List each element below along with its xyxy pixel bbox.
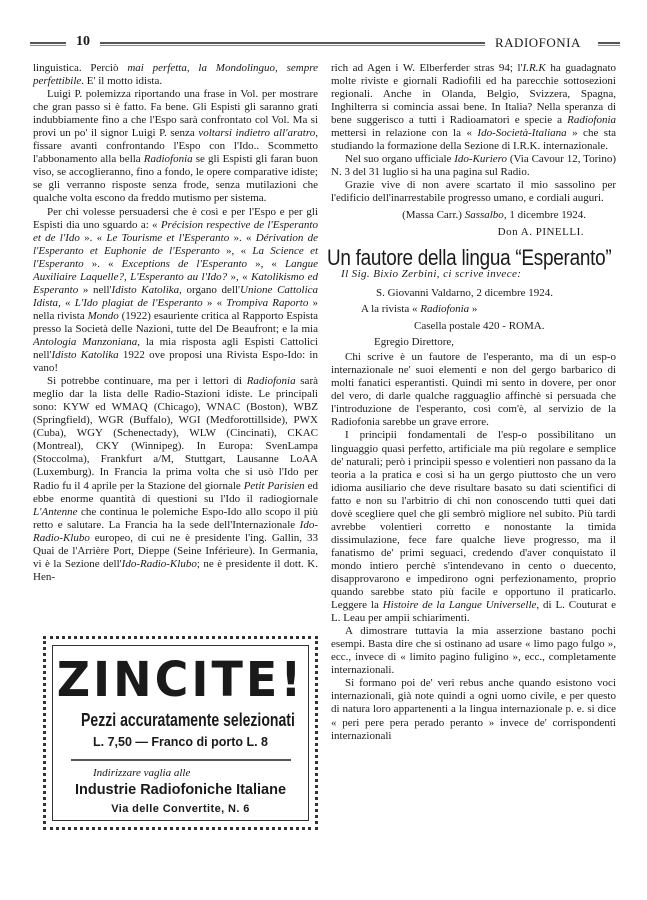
running-header xyxy=(30,34,620,50)
right-column xyxy=(327,62,617,743)
ad-company: Industrie Radiofoniche Italiane xyxy=(74,782,287,798)
text-run: rich ad Agen i W. Elberferder stras 94; l' xyxy=(331,62,523,74)
text-run: , di L. Couturat e L. Leau per ampii schiarimenti. xyxy=(331,599,617,625)
italic-text: Ido-Radio-Klubo xyxy=(121,557,197,570)
page-number: 10 xyxy=(76,34,90,49)
text-run: » « xyxy=(202,296,227,309)
zincite-advertisement xyxy=(43,636,318,830)
text-run: Per chi volesse persuadersi che è così e per l'Espo e per gli Espisti dia uno sguardo a: « xyxy=(33,205,318,231)
letter-place-date: S. Giovanni Valdarno, 2 dicembre 1924. xyxy=(376,286,553,299)
italic-text: Ido-Kuriero xyxy=(454,153,508,166)
text-run: ». « xyxy=(83,257,122,270)
italic-text: Radiofonia xyxy=(420,303,470,316)
italic-text: Unione Cattolica Idista xyxy=(33,283,319,309)
italic-text: Histoire de la Langue Universelle xyxy=(382,599,537,612)
text-run: A dimostrare tuttavia la mia asserzione bastano pochi esempi. Basta dire che si ostinano ad usare « limo pago fulgo », ecc., invece di « limito pagino fuligino », ecc., completamente internazionali. xyxy=(331,625,616,677)
italic-text: Précision respective de l'Esperanto et de l'Ido xyxy=(33,218,318,244)
letter-greeting: Egregio Direttore, xyxy=(374,336,455,349)
text-run: se gli Espisti gli faran buon viso, se accoglieranno, fino a fondo, le opere comparative idiste; se gli verranno risposte senza frode, senza mutilazioni che qualche volta escono da freddo mutismo per sistema. xyxy=(33,153,318,205)
paragraph xyxy=(33,62,318,88)
italic-text: Idisto Katolika xyxy=(51,349,119,362)
italic-text: mai perfetta, la Mondolinguo, sempre perfettibile xyxy=(33,62,318,88)
text-run: . E' il motto idista. xyxy=(81,75,163,88)
text-run: Si potrebbe continuare, ma per i lettori di xyxy=(47,375,247,388)
italic-text: Petit Parisien xyxy=(243,479,305,492)
letter-postal-address: Casella postale 420 - ROMA. xyxy=(414,319,545,332)
paragraph xyxy=(33,375,318,584)
paragraph xyxy=(331,153,616,179)
ad-headline: ZINCITE! xyxy=(56,650,305,708)
text-run: 1922 ove proposi una Rivista Espo-Ido: in vano! xyxy=(33,349,318,375)
italic-text: La Science et l'Esperanto xyxy=(33,244,319,270)
text-run: che continua le polemiche Espo-Ido allo scopo il più retto e salutare. La Francia ha la sede dell'Internazionale xyxy=(33,505,318,531)
dateline xyxy=(331,209,586,222)
left-column xyxy=(33,62,318,584)
italic-text: Mondo xyxy=(87,309,119,322)
italic-text: Exceptions de l'Esperanto xyxy=(121,257,248,270)
text-run: Nel suo organo ufficiale xyxy=(345,153,455,166)
text-run: I principii fondamentali de l'esp-o possibilitano un linguaggio quasi perfetto, artificiale ma più regolare e semplice de' naturali; però i principii spesso e volentieri non passano da la teoria a la pratica e così si ha un gergo piuttosto che un vero idioma ausiliario che deve risultare basato su dati scientifici di fatto e non su l'arbitrio di chi non conoscendo tutti quei dati dovè scegliere quel che gli sembrò migliore nel subito. Più tardi avrebbe volentieri corretto e nonostante la timida dissimulazione, fece fare qualche lieve progresso, ma il fanatismo de' primi seguaci, credendo d'aver conquistato il mondo intiero perchè s'intendevano in cento o duecento, disapprovarono e impedirono ogni perfezionamento, proprio quando sarebbe stato più facile e opportuno il praticarlo. Leggere la xyxy=(331,429,616,612)
text-run: » nella rivista xyxy=(33,296,319,322)
text-run: , 1 dicembre 1924. xyxy=(503,208,586,221)
italic-text: Idisto Katolika xyxy=(111,283,180,296)
text-run: » nell' xyxy=(78,283,112,296)
text-run: , la mia risposta agli Espisti Cattolici nell' xyxy=(33,335,318,362)
ad-address-intro: Indirizzare vaglia alle xyxy=(93,767,191,779)
italic-text: Le Tourisme et l'Esperanto xyxy=(106,231,230,244)
text-run: Luigi P. polemizza riportando una frase in Vol. per mostrare che gran passo si è fatto. Fa bene. Gli Espisti gli saranno grati indubbiamente fino a che l'Espo sarà confrontato col Vol. Ma si provi un po' il signor Luigi P. senza xyxy=(33,88,318,140)
italic-text: Trompiva Raporto xyxy=(226,296,309,309)
text-run: Si formano poi de' veri rebus anche quando esistono voci internazionali, già note quindi a ogni uomo civile, e per questo di natura loro appartenenti a la lingua internazionale p. e. si dice « peri pere pera perado peranto » invece de' corrispondenti internazionali xyxy=(331,677,616,742)
header-rule-left xyxy=(30,42,66,46)
paragraph xyxy=(331,351,616,429)
italic-text: Sassalbo xyxy=(464,208,504,221)
italic-text: Ido-Società-Italiana xyxy=(477,127,567,140)
italic-text: I.R.K xyxy=(522,62,546,74)
italic-text: Katolikismo ed Esperanto xyxy=(33,270,318,296)
text-run: (Via Cavour 12, Torino) N. 3 del 31 luglio si ha una pagina sul Radio. xyxy=(331,153,616,179)
text-run: (Massa Carr.) xyxy=(402,208,465,221)
text-run: A la rivista « xyxy=(361,303,421,316)
italic-text: Dérivation de l'Esperanto et Euphonie de l'Esperanto xyxy=(33,231,319,257)
ad-address: Via delle Convertite, N. 6 xyxy=(111,803,250,815)
italic-text: Antologia Manzoniana xyxy=(33,335,138,348)
header-rule-right xyxy=(598,42,620,46)
paragraph xyxy=(33,206,318,376)
italic-text: L'Ido plagiat de l'Esperanto xyxy=(74,296,203,309)
text-run: ; ne è presidente il dott. K. Hen- xyxy=(33,557,318,583)
text-run: europeo, di cui ne è presidente l'ing. Gallin, 33 Quai de l'Arrière Port, Dieppe (Seine Inférieure). In Germania, vi è la Sezione dell' xyxy=(33,531,318,570)
text-run: ». « xyxy=(229,231,256,244)
paragraph xyxy=(331,429,616,625)
text-run: Grazie vive di non avere scartato il mio sassolino per l'edificio dell'inarrestabile progresso umano, e cordiali auguri. xyxy=(331,179,616,205)
text-run: linguistica. Perciò xyxy=(33,62,128,74)
italic-text: Radiofonia xyxy=(143,153,193,166)
italic-text: Ido-Radio-Klubo xyxy=(33,518,318,544)
italic-text: Radiofonia xyxy=(567,114,616,127)
ad-price: L. 7,50 — Franco di porto L. 8 xyxy=(92,735,269,749)
paragraph xyxy=(33,88,318,205)
text-run: », « xyxy=(219,244,253,257)
publication-title: RADIOFONIA xyxy=(495,35,581,50)
text-run: ». « xyxy=(79,231,107,244)
ad-divider xyxy=(71,759,291,761)
italic-text: Langue Auxiliaire Laquelle?, L'Esperanto au l'Ido? xyxy=(33,257,318,283)
header-rule-middle xyxy=(100,42,485,46)
text-run: » che sta studiando la formazione della Sezione di I.R.K. internazionale. xyxy=(331,127,617,153)
text-run: , « xyxy=(58,296,75,309)
ad-subhead: Pezzi accuratamente selezionati xyxy=(81,710,295,730)
text-run: », « xyxy=(227,270,252,283)
text-run: (1922) esauriente critica al Rapporto Espista presso la Società delle Nazioni, tutte del De Beaufront; e la mia xyxy=(33,309,319,335)
paragraph xyxy=(331,677,616,742)
letter-recipient xyxy=(331,301,616,318)
text-run: mettersi in relazione con la « xyxy=(331,127,478,140)
article-intro: Il Sig. Bixio Zerbini, ci scrive invece: xyxy=(341,267,522,280)
text-run: Chi scrive è un fautore de l'esperanto, ma di un esp-o internazionale ne' suoi elementi e non del gergo barbarico di molti fanatici esperantisti. Quindi mi sento in dovere, per onor del vero, di darle qualche ragguaglio affinchè si persuada che l'introduzione de l'esperanto, così com'è, al servizio de la Radiofonia sarebbe un grave errore. xyxy=(331,351,616,429)
paragraph xyxy=(331,625,616,677)
text-run: », « xyxy=(247,257,285,270)
text-run: , fissare avanti confrontando l'Espo con l'Ido.. Scommetto l'abbonamento alla bella xyxy=(33,127,318,166)
text-run: » xyxy=(469,303,478,316)
paragraph xyxy=(331,62,616,153)
text-run: sarà meglio dar la lista delle Radio-Stazioni idiste. Le principali sono: KYW ed WMAQ (Chicago), WNAC (Boston), WBZ (Springfield), WGR (Buffalo), WGI (Medforottillside), PWX (Cuba), WGY (Schenectady), WLW (Cincinati), CKAC (Montreal), CKY (Winnipeg). In Europa: SvenLampa (Stoccolma), Frankfurt a/M, Stuttgart, Lausanne LoAA (Luxemburg). In Francia la prima volta che si usò l'Ido per Radio fu il 4 aprile per la Stazione del giornale xyxy=(33,375,318,492)
italic-text: Radiofonia xyxy=(246,375,296,388)
paragraph xyxy=(331,179,616,205)
text-run: ha guadagnato molte riviste e giornali Radiofili ed ha parecchie sottosezioni regionali. Anche in Olanda, Belgio, Svizzera, Spagna, Inghilterra si comincia assai bene. In Italia? Nella speranza di bene suggerisco a tutti i Radioamatori e specie a xyxy=(331,62,616,127)
text-run: , organo dell' xyxy=(179,283,241,296)
text-run: ed ebbe enorme quantità di questioni su l'Ido il radiogiornale xyxy=(33,479,318,505)
signature: Don A. PINELLI. xyxy=(497,225,584,238)
italic-text: L'Antenne xyxy=(33,505,78,518)
article-title: Un fautore della lingua “Esperanto” xyxy=(327,244,612,270)
italic-text: voltarsi indietro all'aratro xyxy=(198,127,316,140)
